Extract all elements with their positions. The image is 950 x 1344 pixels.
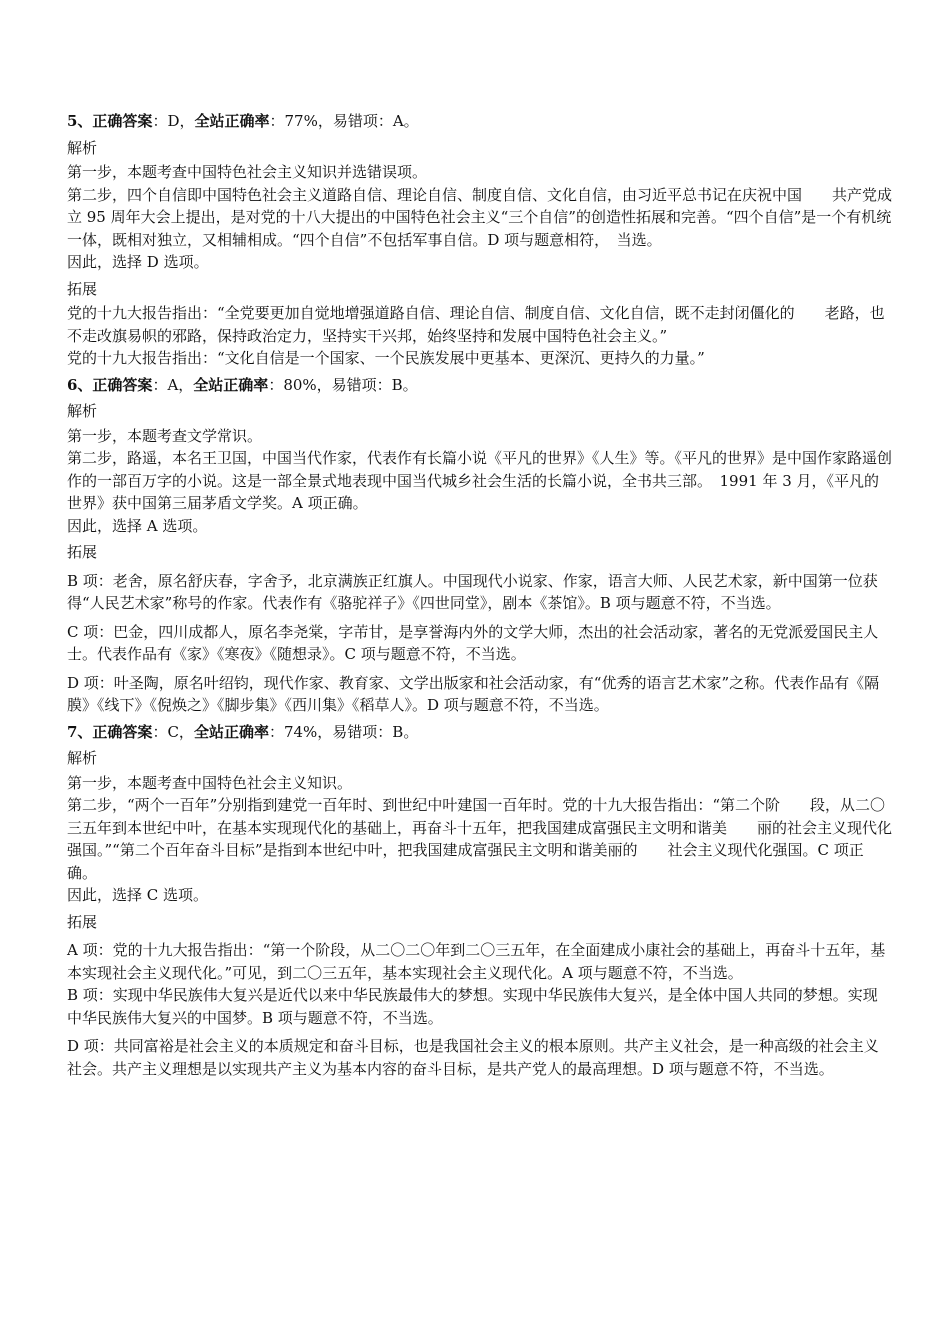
- question-7: [67, 721, 892, 1081]
- extend-label: 拓展: [67, 912, 98, 931]
- analysis-step1: 第一步，本题考查中国特色社会主义知识并选错误项。: [67, 163, 428, 181]
- extend-paragraph: A 项：党的十九大报告指出：“第一个阶段，从二〇二〇年到二〇三五年，在全面建成小康社会的基础上，再奋斗十五年，基本实现社会主义现代化。”可见，到二〇三五年，基本实现社会主义现代化。A 项与题意不符，不当选。: [67, 941, 886, 982]
- question-5: [67, 110, 892, 370]
- extend-paragraph: 党的十九大报告指出：“文化自信是一个国家、一个民族发展中更基本、更深沉、更持久的力量。”: [67, 349, 705, 367]
- analysis-step2: 第二步，“两个一百年”分别指到建党一百年时、到世纪中叶建国一百年时。党的十九大报告指出：“第二个阶 段，从二〇三五年到本世纪中叶，在基本实现现代化的基础上，再奋斗十五年，把我国建成富强民主文明和谐美 丽的社会主义现代化强国。”“第二个百年奋斗目标”是指到本世纪中叶，把我国建成富强民主文明和谐美丽的 社会主义现代化强国。C 项正确。: [67, 796, 893, 882]
- document-page: [67, 106, 892, 1080]
- question-header: 6、正确答案：A，全站正确率：80%，易错项：B。: [67, 375, 418, 394]
- extend-paragraph: C 项：巴金，四川成都人，原名李尧棠，字芾甘，是享誉海内外的文学大师，杰出的社会活动家，著名的无党派爱国民主人士。代表作品有《家》《寒夜》《随想录》。C 项与题意不符，不当选。: [67, 622, 879, 663]
- extend-paragraph: D 项：叶圣陶，原名叶绍钧，现代作家、教育家、文学出版家和社会活动家，有“优秀的语言艺术家”之称。代表作品有《隔膜》《线下》《倪焕之》《脚步集》《西川集》《稻草人》。D 项与题意不符，不当选。: [67, 673, 880, 714]
- extend-label: 拓展: [67, 279, 98, 298]
- analysis-conclusion: 因此，选择 D 选项。: [67, 253, 209, 271]
- analysis-label: 解析: [67, 749, 98, 767]
- extend-paragraph: B 项：实现中华民族伟大复兴是近代以来中华民族最伟大的梦想。实现中华民族伟大复兴，是全体中国人共同的梦想。实现中华民族伟大复兴的中国梦。B 项与题意不符，不当选。: [67, 986, 878, 1027]
- question-header: 7、正确答案：C，全站正确率：74%，易错项：B。: [67, 722, 419, 741]
- analysis-step1: 第一步，本题考查中国特色社会主义知识。: [67, 773, 353, 792]
- analysis-conclusion: 因此，选择 C 选项。: [67, 886, 209, 904]
- question-header: 5、正确答案：D，全站正确率：77%，易错项：A。: [67, 112, 419, 130]
- analysis-step1: 第一步，本题考查文学常识。: [67, 426, 263, 445]
- analysis-step2: 第二步，四个自信即中国特色社会主义道路自信、理论自信、制度自信、文化自信，由习近平总书记在庆祝中国 共产党成立 95 周年大会上提出，是对党的十八大提出的中国特色社会主义“三个自信”的创造性拓展和完善。“四个自信”是一个有机统一体，既相对独立，又相辅相成。“四个自信”不包括军事自信。D 项与题意相符， 当选。: [67, 185, 893, 249]
- analysis-conclusion: 因此，选择 A 选项。: [67, 516, 208, 535]
- extend-paragraph: B 项：老舍，原名舒庆春，字舍予，北京满族正红旗人。中国现代小说家、作家，语言大师、人民艺术家，新中国第一位获得“人民艺术家”称号的作家。代表作有《骆驼祥子》《四世同堂》，剧本《茶馆》。B 项与题意不符，不当选。: [67, 571, 878, 612]
- extend-paragraph: D 项：共同富裕是社会主义的本质规定和奋斗目标，也是我国社会主义的根本原则。共产主义社会，是一种高级的社会主义社会。共产主义理想是以实现共产主义为基本内容的奋斗目标，是共产党人的最高理想。D 项与题意不符，不当选。: [67, 1037, 879, 1078]
- analysis-step2: 第二步，路遥，本名王卫国，中国当代作家，代表作有长篇小说《平凡的世界》《人生》等。《平凡的世界》是中国作家路遥创作的一部百万字的小说。这是一部全景式地表现中国当代城乡社会生活的长篇小说，全书共三部。 1991 年 3 月，《平凡的世界》获中国第三届茅盾文学奖。A 项正确。: [67, 449, 893, 512]
- question-6: [67, 374, 892, 717]
- extend-paragraph: 党的十九大报告指出：“全党要更加自觉地增强道路自信、理论自信、制度自信、文化自信，既不走封闭僵化的 老路，也不走改旗易帜的邪路，保持政治定力，坚持实干兴邦，始终坚持和发展中国特色社会主义。”: [67, 304, 885, 345]
- extend-label: 拓展: [67, 543, 98, 561]
- analysis-label: 解析: [67, 402, 98, 420]
- analysis-label: 解析: [67, 138, 98, 157]
